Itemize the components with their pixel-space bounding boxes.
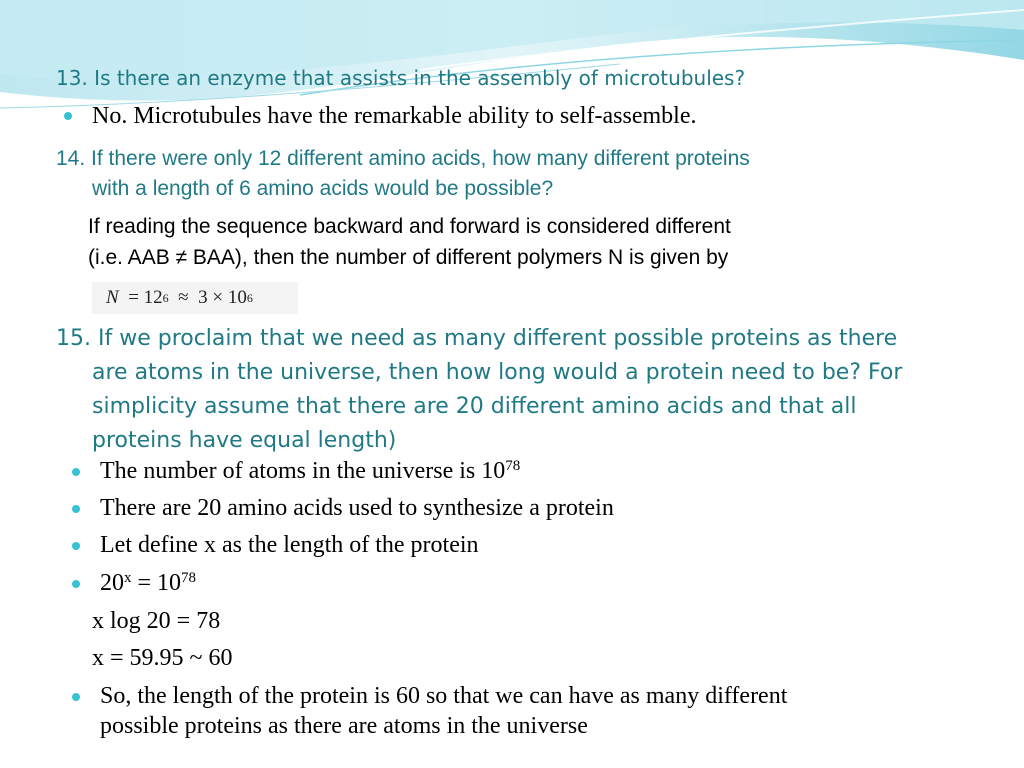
bullet-icon: [64, 112, 72, 120]
explanation-14-line-2: (i.e. AAB ≠ BAA), then the number of different polymers N is given by: [88, 246, 729, 269]
explanation-14-line-1: If reading the sequence backward and forward is considered different: [88, 215, 731, 238]
question-15-line-4: proteins have equal length): [92, 428, 397, 453]
step-solve: x = 59.95 ~ 60: [92, 645, 233, 671]
question-15-line-2: are atoms in the universe, then how long would a protein need to be? For: [92, 360, 903, 385]
step-log: x log 20 = 78: [92, 608, 221, 634]
bullet-icon: [72, 580, 80, 588]
answer-13: No. Microtubules have the remarkable ability to self-assemble.: [92, 103, 697, 129]
question-15-line-3: simplicity assume that there are 20 different amino acids and that all: [92, 394, 857, 419]
formula-n-equals: N = 12 6 ≈ 3 × 10 6: [92, 282, 298, 314]
question-13: 13. Is there an enzyme that assists in the assembly of microtubules?: [56, 66, 746, 90]
bullet-equation: $20^x = 10^{78}$: [100, 570, 197, 596]
bullet-icon: [72, 693, 80, 701]
bullet-icon: [72, 505, 80, 513]
question-15-line-1: 15. If we proclaim that we need as many different possible proteins as there: [56, 326, 898, 351]
bullet-define-x: Let define x as the length of the protein: [100, 532, 479, 558]
conclusion-line-1: So, the length of the protein is 60 so that we can have as many different: [100, 683, 788, 709]
bullet-atoms-in-universe: The number of atoms in the universe is $10^{78}$: [100, 458, 521, 484]
bullet-icon: [72, 542, 80, 550]
bullet-twenty-amino-acids: There are 20 amino acids used to synthesize a protein: [100, 495, 614, 521]
question-14-line-1: 14. If there were only 12 different amino acids, how many different proteins: [56, 147, 750, 170]
conclusion-line-2: possible proteins as there are atoms in the universe: [100, 713, 588, 739]
bullet-icon: [72, 468, 80, 476]
question-14-line-2: with a length of 6 amino acids would be possible?: [92, 177, 554, 200]
